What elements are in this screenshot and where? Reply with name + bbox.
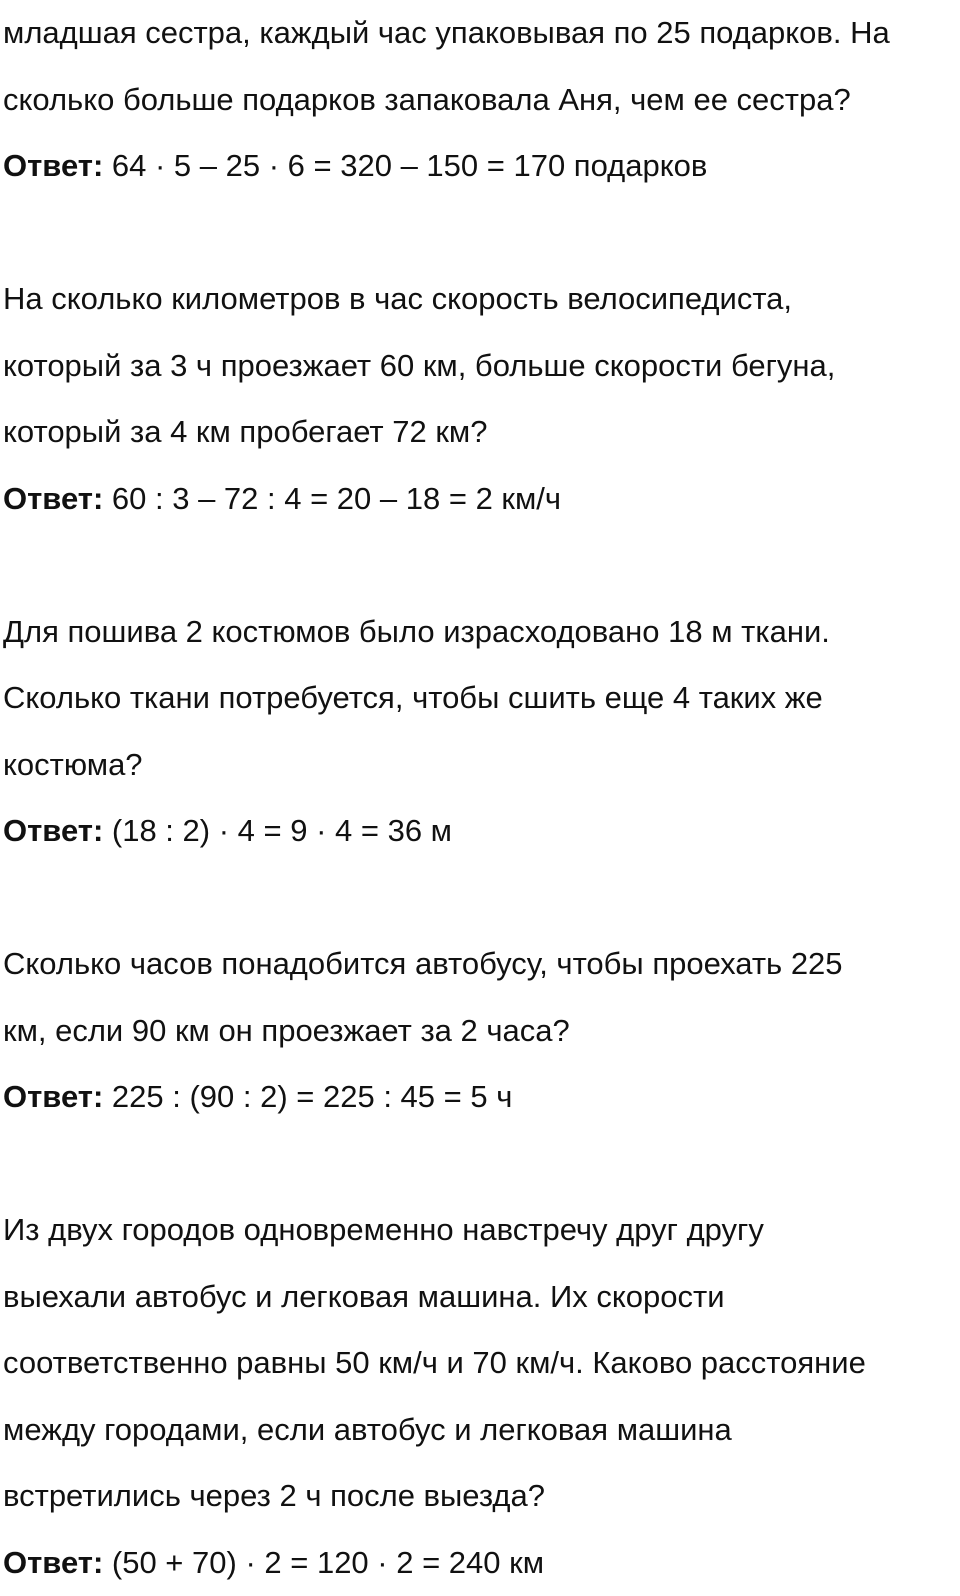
- paragraph-gap: [3, 532, 953, 599]
- problem-text-line: км, если 90 км он проезжает за 2 часа?: [3, 998, 953, 1065]
- problem-text-line: который за 4 км пробегает 72 км?: [3, 399, 953, 466]
- problem-4: [3, 931, 953, 1131]
- document-page: [3, 0, 953, 1596]
- problem-text-line: встретились через 2 ч после выезда?: [3, 1463, 953, 1530]
- answer-label: Ответ:: [3, 813, 103, 848]
- answer-line: [3, 133, 953, 200]
- answer-text: 60 : 3 – 72 : 4 = 20 – 18 = 2 км/ч: [103, 481, 561, 516]
- problem-text-line: Сколько часов понадобится автобусу, чтобы проехать 225: [3, 931, 953, 998]
- problem-text-line: На сколько километров в час скорость велосипедиста,: [3, 266, 953, 333]
- problem-text-line: Сколько ткани потребуется, чтобы сшить еще 4 таких же: [3, 665, 953, 732]
- problem-text-line: который за 3 ч проезжает 60 км, больше скорости бегуна,: [3, 333, 953, 400]
- problem-text-line: выехали автобус и легковая машина. Их скорости: [3, 1264, 953, 1331]
- answer-label: Ответ:: [3, 1545, 103, 1580]
- answer-label: Ответ:: [3, 148, 103, 183]
- answer-line: [3, 466, 953, 533]
- answer-text: (18 : 2) · 4 = 9 · 4 = 36 м: [103, 813, 452, 848]
- problem-text-line: соответственно равны 50 км/ч и 70 км/ч. Каково расстояние: [3, 1330, 953, 1397]
- paragraph-gap: [3, 1131, 953, 1198]
- problem-3: [3, 599, 953, 865]
- problem-text-line: костюма?: [3, 732, 953, 799]
- problem-1: [3, 0, 953, 200]
- paragraph-gap: [3, 865, 953, 932]
- answer-text: 225 : (90 : 2) = 225 : 45 = 5 ч: [103, 1079, 512, 1114]
- problem-text-line: Из двух городов одновременно навстречу друг другу: [3, 1197, 953, 1264]
- answer-label: Ответ:: [3, 1079, 103, 1114]
- problem-text-line: между городами, если автобус и легковая машина: [3, 1397, 953, 1464]
- problem-2: [3, 266, 953, 532]
- problem-text-line: сколько больше подарков запаковала Аня, чем ее сестра?: [3, 67, 953, 134]
- answer-line: [3, 798, 953, 865]
- answer-line: [3, 1064, 953, 1131]
- paragraph-gap: [3, 200, 953, 267]
- problem-text-line: младшая сестра, каждый час упаковывая по 25 подарков. На: [3, 0, 953, 67]
- problem-5: [3, 1197, 953, 1596]
- answer-text: 64 · 5 – 25 · 6 = 320 – 150 = 170 подарков: [103, 148, 707, 183]
- problem-text-line: Для пошива 2 костюмов было израсходовано 18 м ткани.: [3, 599, 953, 666]
- answer-line: [3, 1530, 953, 1596]
- answer-text: (50 + 70) · 2 = 120 · 2 = 240 км: [103, 1545, 544, 1580]
- answer-label: Ответ:: [3, 481, 103, 516]
